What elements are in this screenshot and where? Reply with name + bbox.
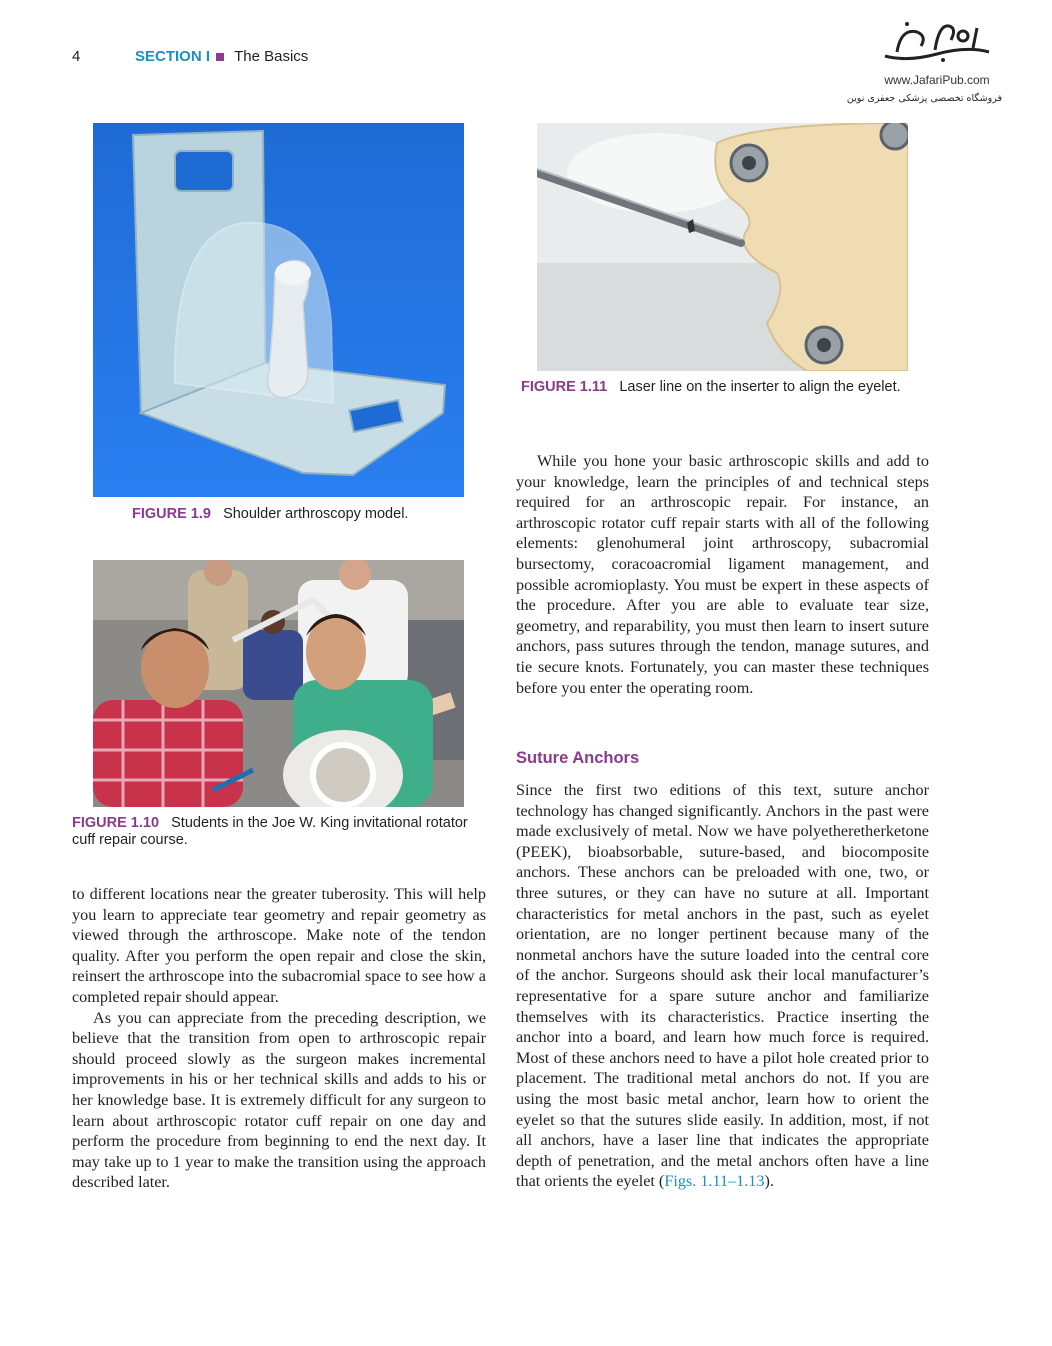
figure-label: FIGURE 1.9 bbox=[132, 506, 211, 522]
figure-1-10-image bbox=[93, 560, 464, 807]
section-heading: Suture Anchors bbox=[516, 749, 640, 767]
section-label: SECTION I bbox=[135, 48, 211, 65]
publisher-tagline: فروشگاه تخصصی پزشکی جعفری نوین bbox=[846, 93, 1002, 104]
section-title: The Basics bbox=[234, 48, 309, 65]
paragraph-end: ). bbox=[764, 1172, 774, 1191]
caption-text: Shoulder arthroscopy model. bbox=[223, 506, 409, 522]
body-paragraph: While you hone your basic arthroscopic skills and add to your knowledge, learn the principles of and technical steps required for an arthroscopic repair. For instance, an arthroscopic rotator cuff repair starts with all of the following elements: glenohumeral joint arthroscopy, subacromial bursectomy, coracoacromial ligament management, and possible acromioplasty. You must be expert in these aspects of the procedure. After you are able to evaluate tear size, geometry, and reparability, you must then learn to insert suture anchors, pass sutures through the tendon, manage sutures, and tie secure knots. Fortunately, you can master these techniques before you enter the operating room. bbox=[516, 452, 929, 697]
figure-1-9-image bbox=[93, 123, 464, 497]
left-column-text bbox=[72, 884, 486, 1193]
figure-1-11-caption bbox=[521, 379, 941, 396]
publisher-url: www.JafariPub.com bbox=[884, 73, 990, 87]
publisher-logo bbox=[846, 18, 1002, 118]
paragraph-text: Since the first two editions of this text, suture anchor technology has changed significantly. Anchors in the past were made exclusively of metal. Now we have polyetheretherketone (PEEK), bioabsorbable, suture-based, and biocomposite anchors. These anchors can be preloaded with one, two, or three sutures, or they can have no suture at all. Important characteristics for metal anchors in the past, such as eyelet orientation, are no longer pertinent because many of the nonmetal anchors have the suture loaded into the central core of the anchor. Surgeons should ask their local manufacturer’s representative for a spare suture anchor and familiarize themselves with its characteristics. Practice inserting the anchor into a board, and learn how much force is required. Most of these anchors need to have a pilot hole created prior to placement. The traditional metal anchors do not. If you are using the most basic metal anchor, learn how to orient the eyelet so that the sutures slide easily. In addition, most, if not all anchors, have a laser line that indicates the appropriate depth of penetration, and the metal anchors often have a line that orients the eyelet ( bbox=[516, 781, 929, 1191]
figure-1-9-caption bbox=[132, 506, 462, 523]
body-paragraph bbox=[516, 780, 929, 1192]
figure-reference-link[interactable]: Figs. 1.11–1.13 bbox=[664, 1172, 765, 1191]
caption-text: Laser line on the inserter to align the eyelet. bbox=[619, 379, 901, 395]
right-column-intro bbox=[516, 451, 929, 698]
caption-text: Students in the Joe W. King invitational rotator cuff repair course. bbox=[72, 815, 468, 848]
body-paragraph: to different locations near the greater tuberosity. This will help you learn to appreciate tear geometry and repair geometry as viewed through the arthroscope. Make note of the tendon quality. After you perform the open repair and close the skin, reinsert the arthroscope into the subacromial space to see how a completed repair should appear. bbox=[72, 885, 486, 1006]
section-square-icon bbox=[216, 53, 224, 61]
figure-label: FIGURE 1.11 bbox=[521, 379, 608, 395]
calligraphy-logo-icon bbox=[877, 18, 997, 66]
running-head bbox=[135, 48, 308, 65]
page-number: 4 bbox=[72, 48, 81, 65]
figure-1-10-caption bbox=[72, 815, 486, 849]
body-paragraph: As you can appreciate from the preceding description, we believe that the transition from open to arthroscopic repair should proceed slowly as the surgeon makes incremental improvements in his or her technical skills and adds to his or her knowledge base. It is extremely difficult for any surgeon to learn about arthroscopic rotator cuff repair on one day and perform the procedure from beginning to end the next day. It may take up to 1 year to make the transition using the approach described later. bbox=[72, 1008, 486, 1192]
figure-label: FIGURE 1.10 bbox=[72, 815, 160, 831]
figure-1-11-image bbox=[537, 123, 908, 371]
right-column-suture-anchors bbox=[516, 780, 929, 1192]
